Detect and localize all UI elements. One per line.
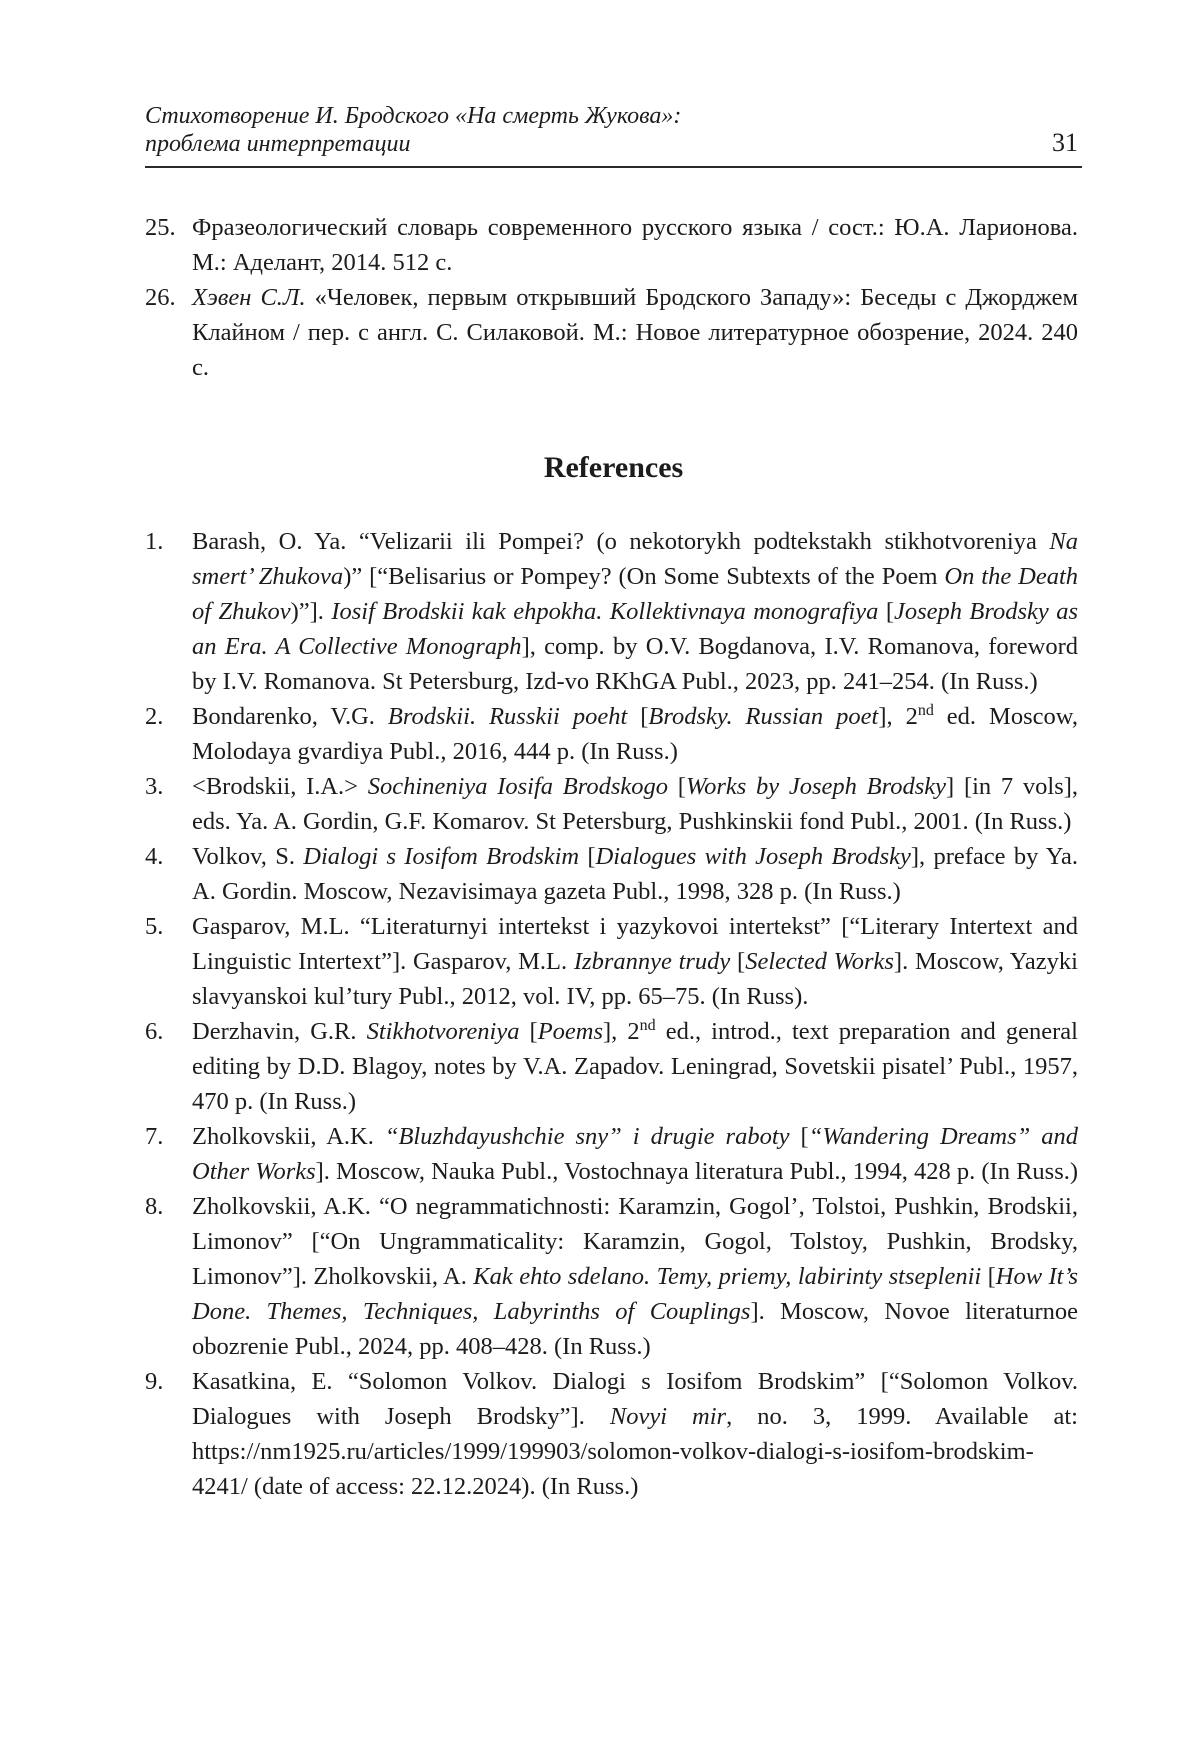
russian-reference-list — [145, 210, 1078, 385]
reference-run: ]. Moscow, Novoe literaturnoe obozrenie Publ., 2024, pp. 408–428. (In Russ.) — [192, 1298, 1078, 1360]
list-item-body: «Человек, первым открывший Бродского Западу»: Беседы с Джорджем Клайном / пер. с англ. С. Силаковой. М.: Новое литературное обозрение, 2024. 240 с. — [192, 284, 1078, 381]
reference-run: ] [in 7 vols], eds. Ya. A. Gordin, G.F. Komarov. St Petersburg, Pushkinskii fond Publ., 2001. (In Russ.) — [192, 773, 1079, 835]
running-header — [145, 102, 1082, 168]
superscript: nd — [639, 1016, 656, 1034]
page-number: 31 — [1052, 128, 1078, 157]
reference-item — [145, 1014, 1078, 1119]
reference-number: 3. — [145, 773, 164, 800]
list-item-text: Фразеологический словарь современного русского языка / сост.: Ю.А. Ларионова. М.: Аделант, 2014. 512 с. — [192, 214, 1078, 276]
reference-run: )” [“Belisarius or Pompey? (On Some Subtexts of the Poem — [343, 563, 945, 590]
superscript: nd — [917, 701, 934, 719]
english-reference-list — [145, 524, 1078, 1504]
reference-item — [145, 1189, 1078, 1364]
reference-text — [192, 769, 1078, 839]
reference-run: [ — [579, 843, 596, 870]
running-title-line-1: Стихотворение И. Бродского «На смерть Жукова»: — [145, 103, 682, 129]
reference-run: [ — [981, 1263, 996, 1290]
reference-italic-run: Izbrannye trudy — [573, 948, 731, 975]
reference-item — [145, 524, 1078, 699]
reference-run: <Brodskii, I.A.> — [192, 773, 368, 800]
reference-text — [192, 909, 1078, 1014]
reference-italic-run: “Wandering Dreams” and Other Works — [192, 1123, 1079, 1185]
reference-run: Bondarenko, V.G. — [192, 703, 388, 730]
reference-run: [ — [519, 1018, 538, 1045]
reference-number: 2. — [145, 703, 164, 730]
reference-italic-run: Works by Joseph Brodsky — [685, 773, 947, 800]
reference-item — [145, 769, 1078, 839]
running-title — [145, 102, 681, 158]
references-heading: References — [543, 451, 684, 484]
reference-item — [145, 909, 1078, 1014]
reference-run: Derzhavin, G.R. — [192, 1018, 367, 1045]
reference-run: )”]. — [290, 598, 332, 625]
reference-italic-run: Sochineniya Iosifa Brodskogo — [367, 773, 669, 800]
reference-number: 1. — [145, 528, 164, 555]
reference-run: [ — [789, 1123, 809, 1150]
reference-italic-run: Kak ehto sdelano. Temy, priemy, labirinty stseplenii — [473, 1263, 982, 1290]
list-item-number: 26. — [145, 284, 176, 311]
reference-italic-run: Selected Works — [745, 948, 894, 975]
reference-run: ]. Moscow, Nauka Publ., Vostochnaya literatura Publ., 1994, 428 p. (In Russ.) — [315, 1158, 1079, 1185]
reference-text — [192, 1119, 1078, 1189]
reference-number: 7. — [145, 1123, 164, 1150]
reference-run: ]. Moscow, Yazyki slavyanskoi kul’tury Publ., 2012, vol. IV, pp. 65–75. (In Russ). — [192, 948, 1078, 1010]
reference-run: Gasparov, M.L. “Literaturnyi intertekst i yazykovoi intertekst” [“Literary Intertext and Linguistic Intertext”]. Gasparov, M.L. — [192, 913, 1078, 975]
reference-run: ], 2 — [878, 703, 918, 730]
reference-italic-run: Poems — [537, 1018, 604, 1045]
reference-text — [192, 1014, 1078, 1119]
reference-italic-run: Brodskii. Russkii poeht — [387, 703, 628, 730]
reference-italic-run: Brodsky. Russian poet — [648, 703, 879, 730]
reference-run: Kasatkina, E. “Solomon Volkov. Dialogi s Iosifom Brodskim” [“Solomon Volkov. Dialogues with Joseph Brodsky”]. — [192, 1368, 1078, 1430]
reference-item — [145, 699, 1078, 769]
reference-run: ed., introd., text preparation and general editing by D.D. Blagoy, notes by V.A. Zapadov. Leningrad, Sovetskii pisatel’ Publ., 1957, 470 p. (In Russ.) — [192, 1018, 1078, 1115]
list-item-text — [192, 280, 1078, 385]
list-item — [145, 210, 1078, 280]
reference-text — [192, 1364, 1078, 1504]
reference-run: Zholkovskii, A.K. — [192, 1123, 385, 1150]
reference-run: ], comp. by O.V. Bogdanova, I.V. Romanova, foreword by I.V. Romanova. St Petersburg, Izd-vo RKhGA Publ., 2023, pp. 241–254. (In Russ.) — [192, 633, 1079, 695]
reference-italic-run: How It’s Done. Themes, Techniques, Labyrinths of Couplings — [192, 1263, 1078, 1325]
reference-run: ], preface by Ya. A. Gordin. Moscow, Nezavisimaya gazeta Publ., 1998, 328 p. (In Russ.) — [192, 843, 1078, 905]
reference-item — [145, 1364, 1078, 1504]
reference-number: 8. — [145, 1193, 164, 1220]
reference-run: [ — [668, 773, 686, 800]
reference-run: ], 2 — [603, 1018, 640, 1045]
reference-text — [192, 839, 1078, 909]
reference-text — [192, 524, 1078, 699]
running-title-line-2: проблема интерпретации — [145, 131, 411, 157]
reference-item — [145, 839, 1078, 909]
reference-number: 9. — [145, 1368, 164, 1395]
reference-italic-run: “Bluzhdayushchie sny” i drugie raboty — [384, 1123, 790, 1150]
reference-italic-run: Joseph Brodsky as an Era. A Collective Monograph — [192, 598, 1078, 660]
reference-item — [145, 1119, 1078, 1189]
reference-italic-run: Novyi mir — [609, 1403, 727, 1430]
reference-italic-run: Stikhotvoreniya — [366, 1018, 520, 1045]
reference-run: Barash, O. Ya. “Velizarii ili Pompei? (o nekotorykh podtekstakh stikhotvoreniya — [192, 528, 1050, 555]
reference-number: 6. — [145, 1018, 164, 1045]
reference-number: 5. — [145, 913, 164, 940]
reference-italic-run: Dialogi s Iosifom Brodskim — [303, 843, 580, 870]
reference-text — [192, 699, 1078, 769]
reference-run: ed. Moscow, Molodaya gvardiya Publ., 2016, 444 p. (In Russ.) — [192, 703, 1078, 765]
reference-run: Volkov, S. — [192, 843, 304, 870]
list-item-author: Хэвен С.Л. — [192, 284, 306, 311]
reference-text — [192, 1189, 1078, 1364]
reference-run: [ — [730, 948, 746, 975]
reference-run: , no. 3, 1999. Available at: https://nm1925.ru/articles/1999/199903/solomon-volkov-dialogi-s-iosifom-brodskim-4241/ (date of access: 22.12.2024). (In Russ.) — [192, 1403, 1078, 1500]
reference-run: [ — [627, 703, 649, 730]
reference-number: 4. — [145, 843, 164, 870]
reference-italic-run: Iosif Brodskii kak ehpokha. Kollektivnaya monografiya — [331, 598, 879, 625]
reference-italic-run: On the Death of Zhukov — [192, 563, 1078, 625]
list-item — [145, 280, 1078, 385]
reference-italic-run: Dialogues with Joseph Brodsky — [595, 843, 911, 870]
reference-run: Zholkovskii, A.K. “O negrammatichnosti: Karamzin, Gogol’, Tolstoi, Pushkin, Brodskii, Limonov” [“On Ungrammaticality: Karamzin, Gogol, Tolstoy, Pushkin, Brodsky, Limonov”]. Zholkovskii, A. — [192, 1193, 1078, 1290]
list-item-number: 25. — [145, 214, 176, 241]
reference-italic-run: Na smert’ Zhukova — [192, 528, 1078, 590]
reference-run: [ — [878, 598, 894, 625]
